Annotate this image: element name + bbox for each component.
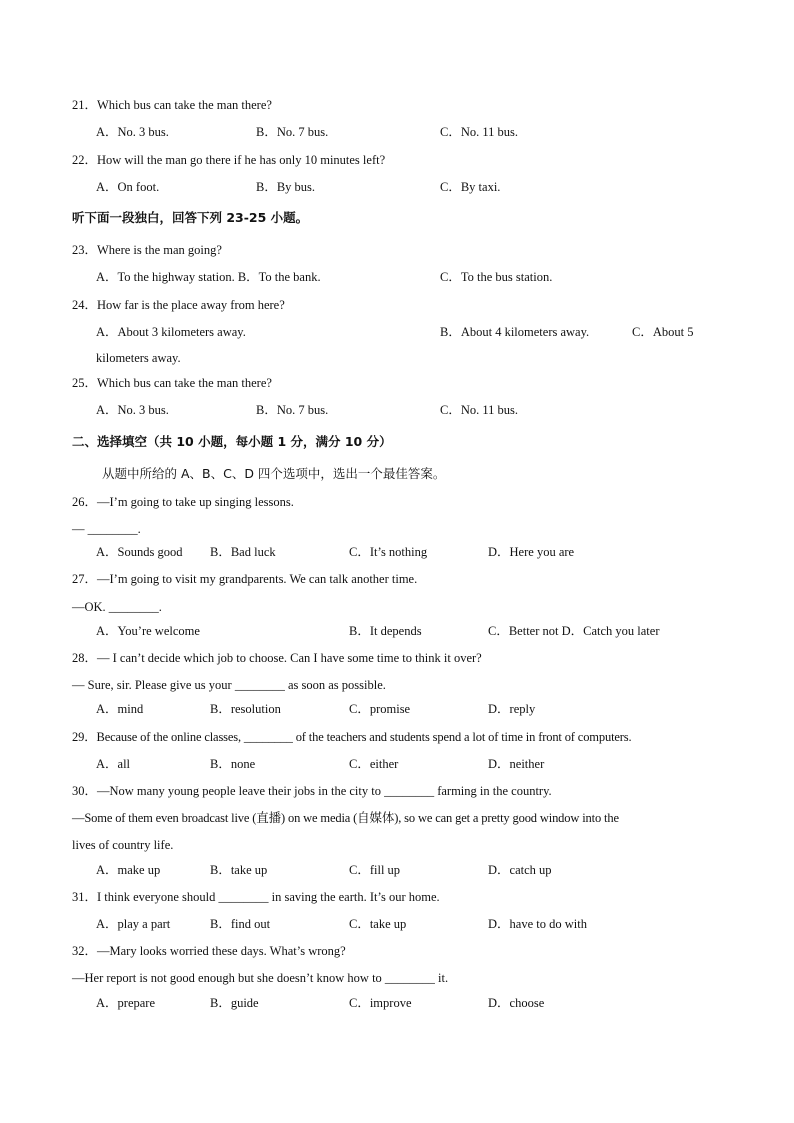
question-24: 24．How far is the place away from here? — [72, 298, 285, 312]
q25-option-b: B．No. 7 bus. — [256, 403, 329, 417]
q32-response: —Her report is not good enough but she doesn’t know how to ________ it. — [72, 971, 449, 985]
q22-option-a: A．On foot. — [96, 180, 160, 194]
q28-option-d: D．reply — [488, 702, 536, 716]
q30-response-continued: lives of country life. — [72, 838, 174, 852]
q31-option-b: B．find out — [210, 917, 271, 931]
question-27: 27．—I’m going to visit my grandparents. We can talk another time. — [72, 572, 418, 586]
q22-option-c: C．By taxi. — [440, 180, 501, 194]
q29-option-c: C．either — [349, 757, 399, 771]
q29-option-d: D．neither — [488, 757, 545, 771]
q30-response: —Some of them even broadcast live (直播) on we media (自媒体), so we can get a pretty good window into the — [72, 811, 619, 825]
question-31: 31．I think everyone should ________ in saving the earth. It’s our home. — [72, 890, 440, 904]
q21-option-c: C．No. 11 bus. — [440, 125, 519, 139]
q30-option-b: B．take up — [210, 863, 268, 877]
q21-option-a: A．No. 3 bus. — [96, 125, 169, 139]
q24-option-c: C．About 5 — [632, 325, 694, 339]
q32-option-a: A．prepare — [96, 996, 155, 1010]
question-23: 23．Where is the man going? — [72, 243, 222, 257]
q27-option-cd: C．Better not D．Catch you later — [488, 624, 660, 638]
q25-option-a: A．No. 3 bus. — [96, 403, 169, 417]
q28-option-b: B．resolution — [210, 702, 281, 716]
question-25: 25．Which bus can take the man there? — [72, 376, 272, 390]
q27-option-a: A．You’re welcome — [96, 624, 200, 638]
q26-response: — ________. — [72, 522, 141, 536]
q26-option-c: C．It’s nothing — [349, 545, 428, 559]
q28-option-c: C．promise — [349, 702, 411, 716]
section-heading-listening: 听下面一段独白，回答下列 23-25 小题。 — [72, 210, 309, 225]
section-2-instruction: 从题中所给的 A、B、C、D 四个选项中，选出一个最佳答案。 — [102, 466, 446, 481]
q21-option-b: B．No. 7 bus. — [256, 125, 329, 139]
q32-option-c: C．improve — [349, 996, 412, 1010]
question-26: 26．—I’m going to take up singing lessons. — [72, 495, 294, 509]
q31-option-a: A．play a part — [96, 917, 171, 931]
q23-option-ab: A．To the highway station. B．To the bank. — [96, 270, 321, 284]
q30-option-d: D．catch up — [488, 863, 552, 877]
q24-option-a: A．About 3 kilometers away. — [96, 325, 246, 339]
q22-option-b: B．By bus. — [256, 180, 316, 194]
question-28: 28．— I can’t decide which job to choose. Can I have some time to think it over? — [72, 651, 482, 665]
question-21: 21．Which bus can take the man there? — [72, 98, 272, 112]
q29-option-b: B．none — [210, 757, 256, 771]
q26-option-a: A．Sounds good — [96, 545, 183, 559]
q23-option-c: C．To the bus station. — [440, 270, 553, 284]
q25-option-c: C．No. 11 bus. — [440, 403, 519, 417]
q27-option-b: B．It depends — [349, 624, 422, 638]
q32-option-d: D．choose — [488, 996, 545, 1010]
q26-option-d: D．Here you are — [488, 545, 575, 559]
q24-option-b: B．About 4 kilometers away. — [440, 325, 590, 339]
q29-option-a: A．all — [96, 757, 131, 771]
q32-option-b: B．guide — [210, 996, 259, 1010]
question-22: 22．How will the man go there if he has only 10 minutes left? — [72, 153, 386, 167]
q31-option-d: D．have to do with — [488, 917, 587, 931]
q26-option-b: B．Bad luck — [210, 545, 276, 559]
question-30: 30．—Now many young people leave their jobs in the city to ________ farming in the country. — [72, 784, 552, 798]
q28-option-a: A．mind — [96, 702, 144, 716]
q28-response: — Sure, sir. Please give us your ________ as soon as possible. — [72, 678, 386, 692]
question-29: 29．Because of the online classes, ________ of the teachers and students spend a lot of time in front of computers. — [72, 730, 632, 744]
question-32: 32．—Mary looks worried these days. What’s wrong? — [72, 944, 346, 958]
q30-option-c: C．fill up — [349, 863, 401, 877]
q27-response: —OK. ________. — [72, 600, 162, 614]
q31-option-c: C．take up — [349, 917, 407, 931]
q30-option-a: A．make up — [96, 863, 161, 877]
q24-option-c-continued: kilometers away. — [96, 351, 181, 365]
section-2-title: 二、选择填空（共 10 小题，每小题 1 分，满分 10 分） — [72, 434, 392, 449]
